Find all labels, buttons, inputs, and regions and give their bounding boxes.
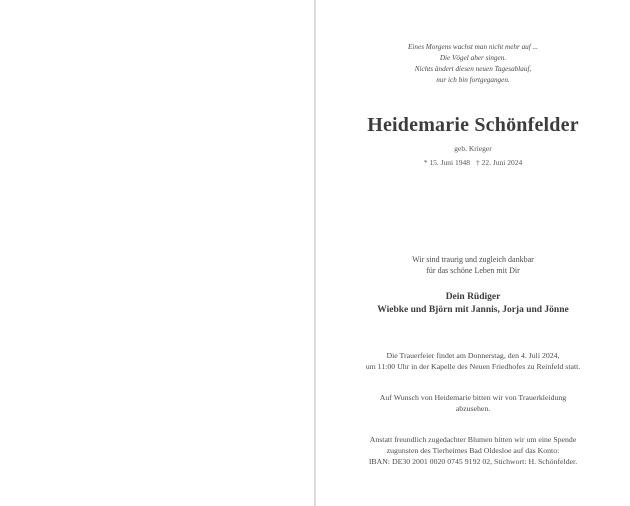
funeral-line: um 11:00 Uhr in der Kapelle des Neuen Friedhofes zu Reinfeld statt.	[365, 362, 581, 371]
poem-line: nur ich bin fortgegangen.	[436, 76, 510, 84]
clothing-line: abzusehen.	[455, 404, 491, 413]
birth-date: * 15. Juni 1948	[423, 158, 470, 167]
life-dates	[316, 158, 630, 167]
poem-line: Nichts ändert diesen neuen Tagesablauf,	[414, 65, 532, 73]
deceased-name: Heidemarie Schönfelder	[367, 114, 579, 136]
family-signature	[316, 291, 630, 317]
donation-notice	[316, 434, 630, 467]
maiden-name: geb. Krieger	[454, 144, 492, 153]
funeral-line: Die Trauerfeier findet am Donnerstag, den 4. Juli 2024,	[386, 351, 560, 360]
left-page	[0, 0, 314, 506]
grief-line: für das schöne Leben mit Dir	[426, 266, 520, 275]
donation-line: Anstatt freundlich zugedachter Blumen bitten wir um eine Spende	[369, 435, 577, 444]
clothing-notice	[316, 392, 630, 414]
family-line: Dein Rüdiger	[445, 292, 501, 302]
poem-line: Die Vögel aber singen.	[439, 54, 507, 62]
grief-statement	[316, 254, 630, 276]
death-date: † 22. Juni 2024	[476, 158, 523, 167]
poem-line: Eines Morgens wachst man nicht mehr auf ...	[408, 43, 538, 51]
grief-line: Wir sind traurig und zugleich dankbar	[412, 255, 534, 264]
donation-iban: IBAN: DE30 2001 0020 0745 9192 02, Stichwort: H. Schönfelder.	[368, 457, 578, 466]
funeral-notice	[316, 350, 630, 372]
clothing-line: Auf Wunsch von Heidemarie bitten wir von Trauerkleidung	[379, 393, 567, 402]
poem	[316, 42, 630, 86]
right-page	[316, 0, 630, 506]
family-line: Wiebke und Björn mit Jannis, Jorja und Jönne	[377, 305, 569, 315]
donation-line: zugunsten des Tierheimes Bad Oldesloe auf das Konto:	[386, 446, 560, 455]
